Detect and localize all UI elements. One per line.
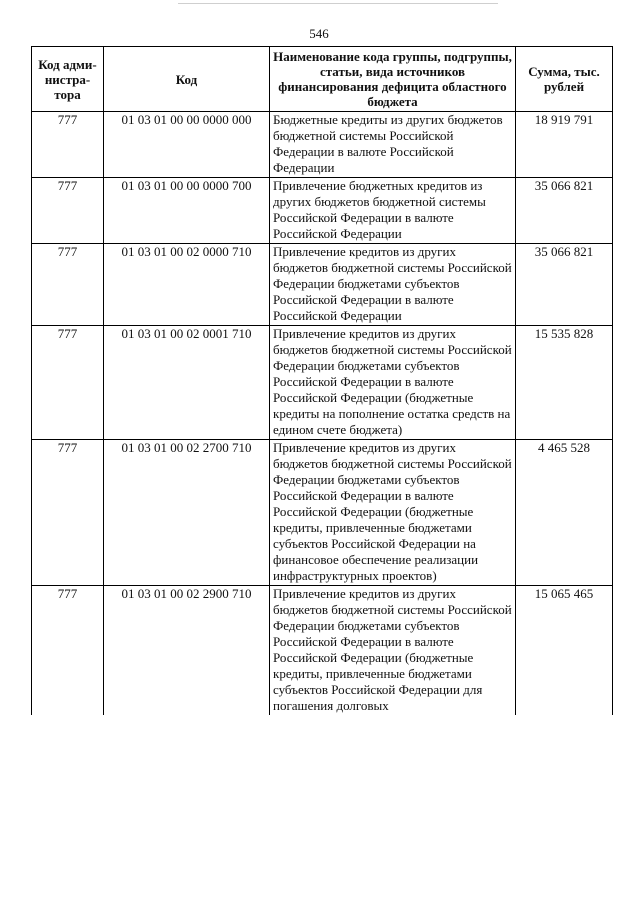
cell-name: Привлечение кредитов из других бюджетов бюджетной системы Российской Федерации бюджетами субъектов Российской Федерации в валюте Российской Федерации (бюджетные кредиты, привлеченные бюджетами субъектов Российской Федерации на финансовое обеспечение реализации инфраструктурных проектов) (270, 440, 516, 586)
table-row (32, 178, 613, 244)
cell-sum: 18 919 791 (516, 112, 613, 178)
cell-code: 01 03 01 00 02 2900 710 (104, 586, 270, 716)
cell-admin-code: 777 (32, 586, 104, 716)
cell-admin-code: 777 (32, 178, 104, 244)
cell-name: Привлечение кредитов из других бюджетов бюджетной системы Российской Федерации бюджетами субъектов Российской Федерации в валюте Российской Федерации (270, 244, 516, 326)
page-number: 546 (309, 26, 329, 41)
table-row (32, 326, 613, 440)
cell-sum: 15 065 465 (516, 586, 613, 716)
cell-name: Привлечение кредитов из других бюджетов бюджетной системы Российской Федерации бюджетами субъектов Российской Федерации в валюте Российской Федерации (бюджетные кредиты, привлеченные бюджетами субъектов Российской Федерации для погашения долговых (270, 586, 516, 716)
cell-admin-code: 777 (32, 440, 104, 586)
cell-admin-code: 777 (32, 244, 104, 326)
cell-code: 01 03 01 00 00 0000 700 (104, 178, 270, 244)
scan-artifact-line (178, 3, 498, 4)
cell-admin-code: 777 (32, 326, 104, 440)
table-row (32, 112, 613, 178)
header-admin-code: Код адми-нистра-тора (32, 47, 104, 112)
cell-sum: 4 465 528 (516, 440, 613, 586)
cell-name: Привлечение кредитов из других бюджетов бюджетной системы Российской Федерации бюджетами субъектов Российской Федерации в валюте Российской Федерации (бюджетные кредиты на пополнение остатка средств на едином счете бюджета) (270, 326, 516, 440)
cell-code: 01 03 01 00 02 0001 710 (104, 326, 270, 440)
cell-admin-code: 777 (32, 112, 104, 178)
cell-sum: 15 535 828 (516, 326, 613, 440)
cell-name: Бюджетные кредиты из других бюджетов бюджетной системы Российской Федерации в валюте Российской Федерации (270, 112, 516, 178)
table-row (32, 244, 613, 326)
table-row (32, 440, 613, 586)
cell-name: Привлечение бюджетных кредитов из других бюджетов бюджетной системы Российской Федерации в валюте Российской Федерации (270, 178, 516, 244)
budget-sources-table (31, 46, 613, 715)
table-header-row (32, 47, 613, 112)
cell-code: 01 03 01 00 02 2700 710 (104, 440, 270, 586)
header-code: Код (104, 47, 270, 112)
cell-code: 01 03 01 00 00 0000 000 (104, 112, 270, 178)
header-name: Наименование кода группы, подгруппы, статьи, вида источников финансирования дефицита областного бюджета (270, 47, 516, 112)
cell-sum: 35 066 821 (516, 244, 613, 326)
cell-sum: 35 066 821 (516, 178, 613, 244)
cell-code: 01 03 01 00 02 0000 710 (104, 244, 270, 326)
header-sum: Сумма, тыс. рублей (516, 47, 613, 112)
table-row (32, 586, 613, 716)
